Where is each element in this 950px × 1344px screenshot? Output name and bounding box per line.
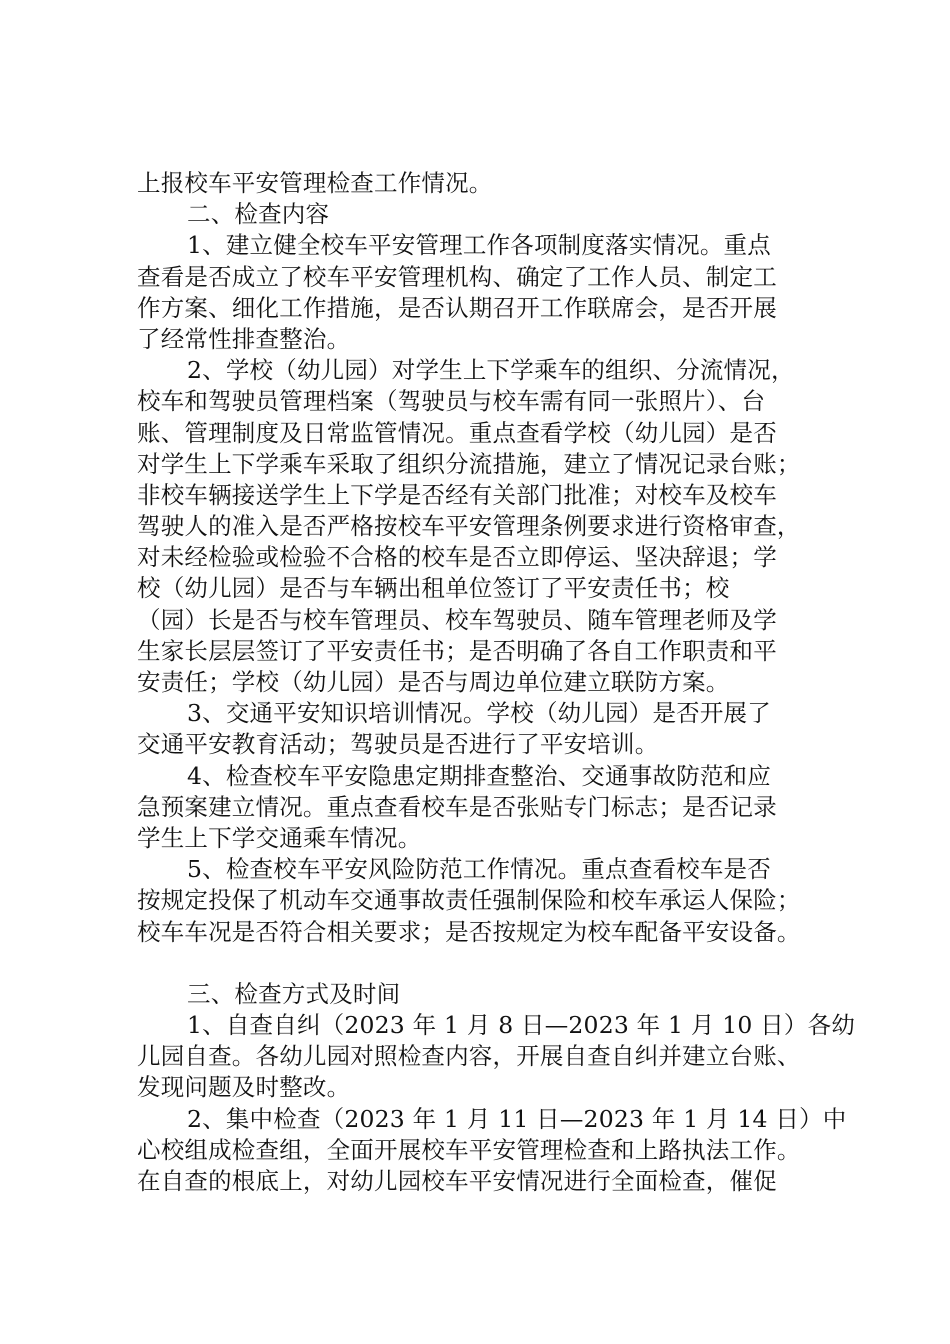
body-line: 了经常性排查整治。	[137, 324, 351, 353]
body-line: 上报校车平安管理检查工作情况。	[137, 169, 493, 197]
body-line: 急预案建立情况。重点查看校车是否张贴专门标志；是否记录	[137, 792, 777, 821]
body-line: 儿园自查。各幼儿园对照检查内容，开展自查自纠并建立台账、	[137, 1042, 801, 1071]
document-body	[137, 168, 856, 1197]
body-line: 5、检查校车平安风险防范工作情况。重点查看校车是否	[187, 855, 771, 884]
body-line: 交通平安教育活动；驾驶员是否进行了平安培训。	[137, 730, 659, 759]
paragraph-gap	[137, 948, 837, 979]
body-line: 校车车况是否符合相关要求；是否按规定为校车配备平安设备。	[137, 917, 801, 946]
body-line: 3、交通平安知识培训情况。学校（幼儿园）是否开展了	[187, 699, 771, 728]
body-line: 驾驶人的准入是否严格按校车平安管理条例要求进行资格审查，	[137, 512, 801, 541]
body-line: 1、自查自纠（2023 年 1 月 8 日—2023 年 1 月 10 日）各幼	[187, 1011, 856, 1040]
body-line: 4、检查校车平安隐患定期排查整治、交通事故防范和应	[187, 761, 771, 790]
body-line: （园）长是否与校车管理员、校车驾驶员、随车管理老师及学	[137, 605, 777, 634]
body-line: 学生上下学交通乘车情况。	[137, 823, 422, 852]
body-line: 校车和驾驶员管理档案（驾驶员与校车需有同一张照片）、台	[137, 387, 766, 416]
body-line: 心校组成检查组，全面开展校车平安管理检查和上路执法工作。	[137, 1135, 801, 1164]
body-line: 查看是否成立了校车平安管理机构、确定了工作人员、制定工	[137, 262, 777, 291]
body-line: 在自查的根底上，对幼儿园校车平安情况进行全面检查，催促	[137, 1167, 777, 1195]
body-line: 账、管理制度及日常监管情况。重点查看学校（幼儿园）是否	[137, 418, 777, 447]
body-line: 按规定投保了机动车交通事故责任强制保险和校车承运人保险；	[137, 886, 801, 915]
body-line: 生家长层层签订了平安责任书；是否明确了各自工作职责和平	[137, 636, 777, 665]
body-line: 1、建立健全校车平安管理工作各项制度落实情况。重点	[187, 231, 771, 260]
section-heading: 二、检查内容	[187, 200, 330, 229]
body-line: 2、集中检查（2023 年 1 月 11 日—2023 年 1 月 14 日）中	[187, 1104, 847, 1133]
body-line: 发现问题及时整改。	[137, 1073, 351, 1102]
body-line: 对未经检验或检验不合格的校车是否立即停运、坚决辞退；学	[137, 543, 777, 572]
body-line: 非校车辆接送学生上下学是否经有关部门批准；对校车及校车	[137, 480, 777, 509]
body-line: 校（幼儿园）是否与车辆出租单位签订了平安责任书；校	[137, 574, 730, 603]
body-line: 作方案、细化工作措施，是否认期召开工作联席会，是否开展	[137, 293, 777, 322]
body-line: 对学生上下学乘车采取了组织分流措施，建立了情况记录台账；	[137, 449, 801, 478]
body-line: 2、学校（幼儿园）对学生上下学乘车的组织、分流情况，	[187, 356, 795, 385]
body-line: 安责任；学校（幼儿园）是否与周边单位建立联防方案。	[137, 668, 730, 696]
section-heading: 三、检查方式及时间	[187, 979, 401, 1008]
